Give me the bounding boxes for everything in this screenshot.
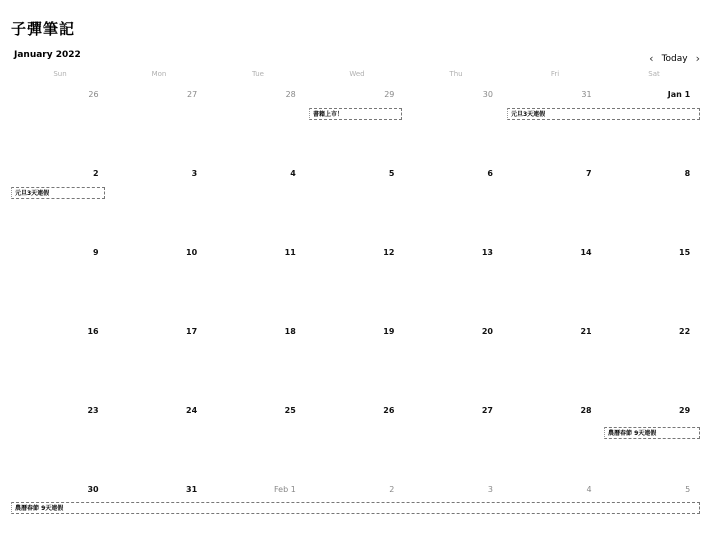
date-number: 6	[487, 169, 493, 178]
day-cell[interactable]	[598, 317, 697, 396]
weekday-fri: Fri	[550, 70, 560, 78]
date-number: 19	[383, 327, 395, 336]
weekday-wed: Wed	[349, 70, 365, 78]
day-cell[interactable]	[499, 317, 598, 396]
prev-month-button[interactable]: ‹	[649, 52, 654, 65]
date-number: 28	[285, 90, 296, 99]
date-number: 9	[93, 248, 99, 257]
date-number: 4	[586, 485, 592, 494]
day-cell[interactable]	[203, 80, 302, 159]
date-number: 28	[580, 406, 592, 415]
day-cell[interactable]	[598, 475, 697, 554]
weekday-sat: Sat	[648, 70, 660, 78]
day-cell[interactable]	[203, 238, 302, 317]
date-number: 15	[679, 248, 691, 257]
date-number: 21	[580, 327, 592, 336]
date-number: 29	[679, 406, 691, 415]
day-cell[interactable]	[203, 475, 302, 554]
day-cell[interactable]	[105, 475, 204, 554]
calendar-nav	[649, 52, 700, 65]
date-number: 10	[186, 248, 198, 257]
day-cell[interactable]	[6, 317, 105, 396]
date-number: 27	[481, 406, 493, 415]
date-number: 3	[191, 169, 198, 178]
day-cell[interactable]	[598, 238, 697, 317]
month-label: January 2022	[14, 50, 81, 60]
day-cell[interactable]	[499, 159, 598, 238]
day-cell[interactable]	[105, 317, 204, 396]
date-number: 17	[186, 327, 198, 336]
date-number: 31	[581, 90, 592, 99]
day-cell[interactable]	[105, 238, 204, 317]
app-title: 子彈筆記	[11, 20, 76, 38]
date-number: 29	[384, 90, 395, 99]
day-cell[interactable]	[203, 159, 302, 238]
date-number: 4	[290, 169, 296, 178]
event-new-year-holiday[interactable]: 元旦3天連假	[507, 108, 700, 120]
event-lunar-new-year-holiday[interactable]: 農曆春節 9天連假	[604, 427, 700, 439]
date-number: 5	[685, 485, 691, 494]
day-cell[interactable]	[302, 475, 401, 554]
day-cell[interactable]	[400, 396, 499, 475]
day-cell[interactable]	[302, 238, 401, 317]
today-button[interactable]: Today	[661, 53, 688, 64]
weekday-mon: Mon	[151, 70, 167, 78]
date-number: 26	[383, 406, 395, 415]
weekday-thu: Thu	[449, 70, 463, 78]
date-number: 16	[87, 327, 99, 336]
day-cell[interactable]	[105, 159, 204, 238]
day-cell[interactable]	[6, 475, 105, 554]
day-cell[interactable]	[6, 238, 105, 317]
day-cell[interactable]	[499, 475, 598, 554]
day-cell[interactable]	[203, 396, 302, 475]
date-number: 23	[87, 406, 99, 415]
date-number: 30	[482, 90, 493, 99]
day-cell[interactable]	[302, 159, 401, 238]
day-cell[interactable]	[499, 396, 598, 475]
date-number: 25	[284, 406, 296, 415]
date-number: 11	[284, 248, 296, 257]
weekday-sun: Sun	[53, 70, 67, 78]
date-number: 12	[383, 248, 395, 257]
date-number: 8	[684, 169, 691, 178]
event-book-launch[interactable]: 書籍上市！	[309, 108, 402, 120]
day-cell[interactable]	[598, 159, 697, 238]
day-cell[interactable]	[400, 475, 499, 554]
day-cell[interactable]	[105, 396, 204, 475]
event-lunar-new-year-holiday[interactable]: 農曆春節 9天連假	[11, 502, 700, 514]
day-cell[interactable]	[203, 317, 302, 396]
date-number: 3	[487, 485, 493, 494]
weekday-tue: Tue	[252, 70, 264, 78]
event-new-year-holiday[interactable]: 元旦3天連假	[11, 187, 105, 199]
calendar-grid	[0, 80, 716, 520]
date-number: 2	[389, 485, 395, 494]
day-cell[interactable]	[302, 317, 401, 396]
day-cell[interactable]	[6, 396, 105, 475]
date-number: 22	[679, 327, 691, 336]
date-number: 30	[87, 485, 99, 494]
date-number: 5	[388, 169, 395, 178]
day-cell[interactable]	[400, 317, 499, 396]
date-number: 2	[93, 169, 99, 178]
day-cell[interactable]	[400, 80, 499, 159]
day-cell[interactable]	[105, 80, 204, 159]
date-number: 27	[187, 90, 198, 99]
date-number: 31	[186, 485, 198, 494]
date-number: 14	[580, 248, 592, 257]
date-number: 13	[481, 248, 493, 257]
date-number: 26	[88, 90, 99, 99]
date-number: 24	[186, 406, 198, 415]
date-number: 7	[586, 169, 592, 178]
date-number: 20	[481, 327, 493, 336]
day-cell[interactable]	[499, 238, 598, 317]
day-cell[interactable]	[6, 80, 105, 159]
day-cell[interactable]	[400, 238, 499, 317]
date-number: Feb 1	[273, 485, 296, 494]
day-cell[interactable]	[400, 159, 499, 238]
next-month-button[interactable]: ›	[695, 52, 700, 65]
day-cell[interactable]	[302, 396, 401, 475]
date-number: 18	[284, 327, 296, 336]
date-number: Jan 1	[667, 90, 691, 99]
